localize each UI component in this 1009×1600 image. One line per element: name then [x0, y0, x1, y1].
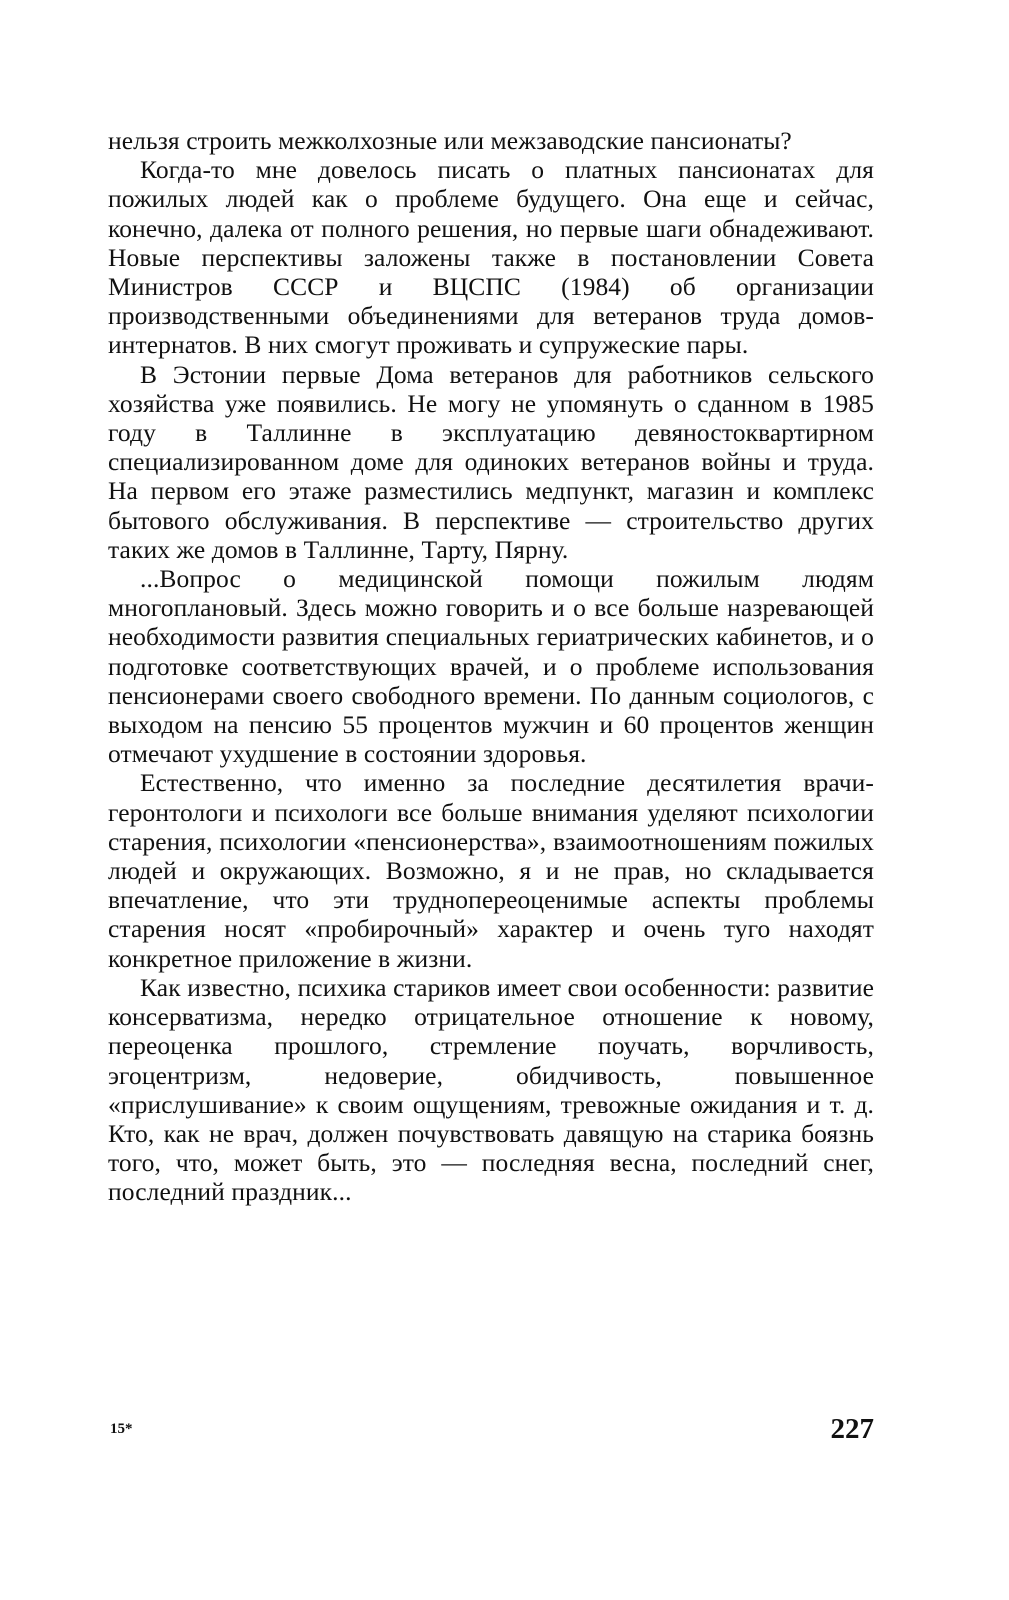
page-number: 227 — [830, 1413, 874, 1445]
paragraph-1: нельзя строить межколхозные или межзаводские пансионаты? — [108, 126, 792, 155]
page-body — [108, 126, 874, 1207]
paragraph-2: Когда-то мне довелось писать о платных пансионатах для пожилых людей как о проблеме будущего. Она еще и сейчас, конечно, далека от полного решения, но первые шаги обнадеживают. Новые перспективы заложены также в постановлении Совета Министров СССР и ВЦСПС (1984) об организации производственными объединениями для ветеранов труда домов-интернатов. В них смогут проживать и супружеские пары. — [108, 155, 874, 360]
paragraph-6: Как известно, психика стариков имеет свои особенности: развитие консерватизма, нередко отрицательное отношение к новому, переоценка прошлого, стремление поучать, ворчливость, эгоцентризм, недоверие, обидчивость, повышенное «прислушивание» к своим ощущениям, тревожные ожидания и т. д. Кто, как не врач, должен почувствовать давящую на старика боязнь того, что, может быть, это — последняя весна, последний снег, последний праздник... — [108, 972, 874, 1207]
page-footer — [108, 1413, 874, 1453]
printer-signature-mark: 15* — [110, 1421, 133, 1437]
paragraph-5: Естественно, что именно за последние десятилетия врачи-геронтологи и психологи все больше внимания уделяют психологии старения, психологии «пенсионерства», взаимоотношениям пожилых людей и окружающих. Возможно, я и не прав, но складывается впечатление, что эти труднопереоценимые аспекты проблемы старения носят «пробирочный» характер и очень туго находят конкретное приложение в жизни. — [108, 768, 874, 973]
paragraph-3: В Эстонии первые Дома ветеранов для работников сельского хозяйства уже появились. Не могу не упомянуть о сданном в 1985 году в Таллинне в эксплуатацию девяностоквартирном специализированном доме для одиноких ветеранов войны и труда. На первом его этаже разместились медпункт, магазин и комплекс бытового обслуживания. В перспективе — строительство других таких же домов в Таллинне, Тарту, Пярну. — [108, 359, 874, 564]
paragraph-4: ...Вопрос о медицинской помощи пожилым людям многоплановый. Здесь можно говорить и о все больше назревающей необходимости развития специальных гериатрических кабинетов, и о подготовке соответствующих врачей, и о проблеме использования пенсионерами своего свободного времени. По данным социологов, с выходом на пенсию 55 процентов мужчин и 60 процентов женщин отмечают ухудшение в состоянии здоровья. — [108, 564, 874, 769]
